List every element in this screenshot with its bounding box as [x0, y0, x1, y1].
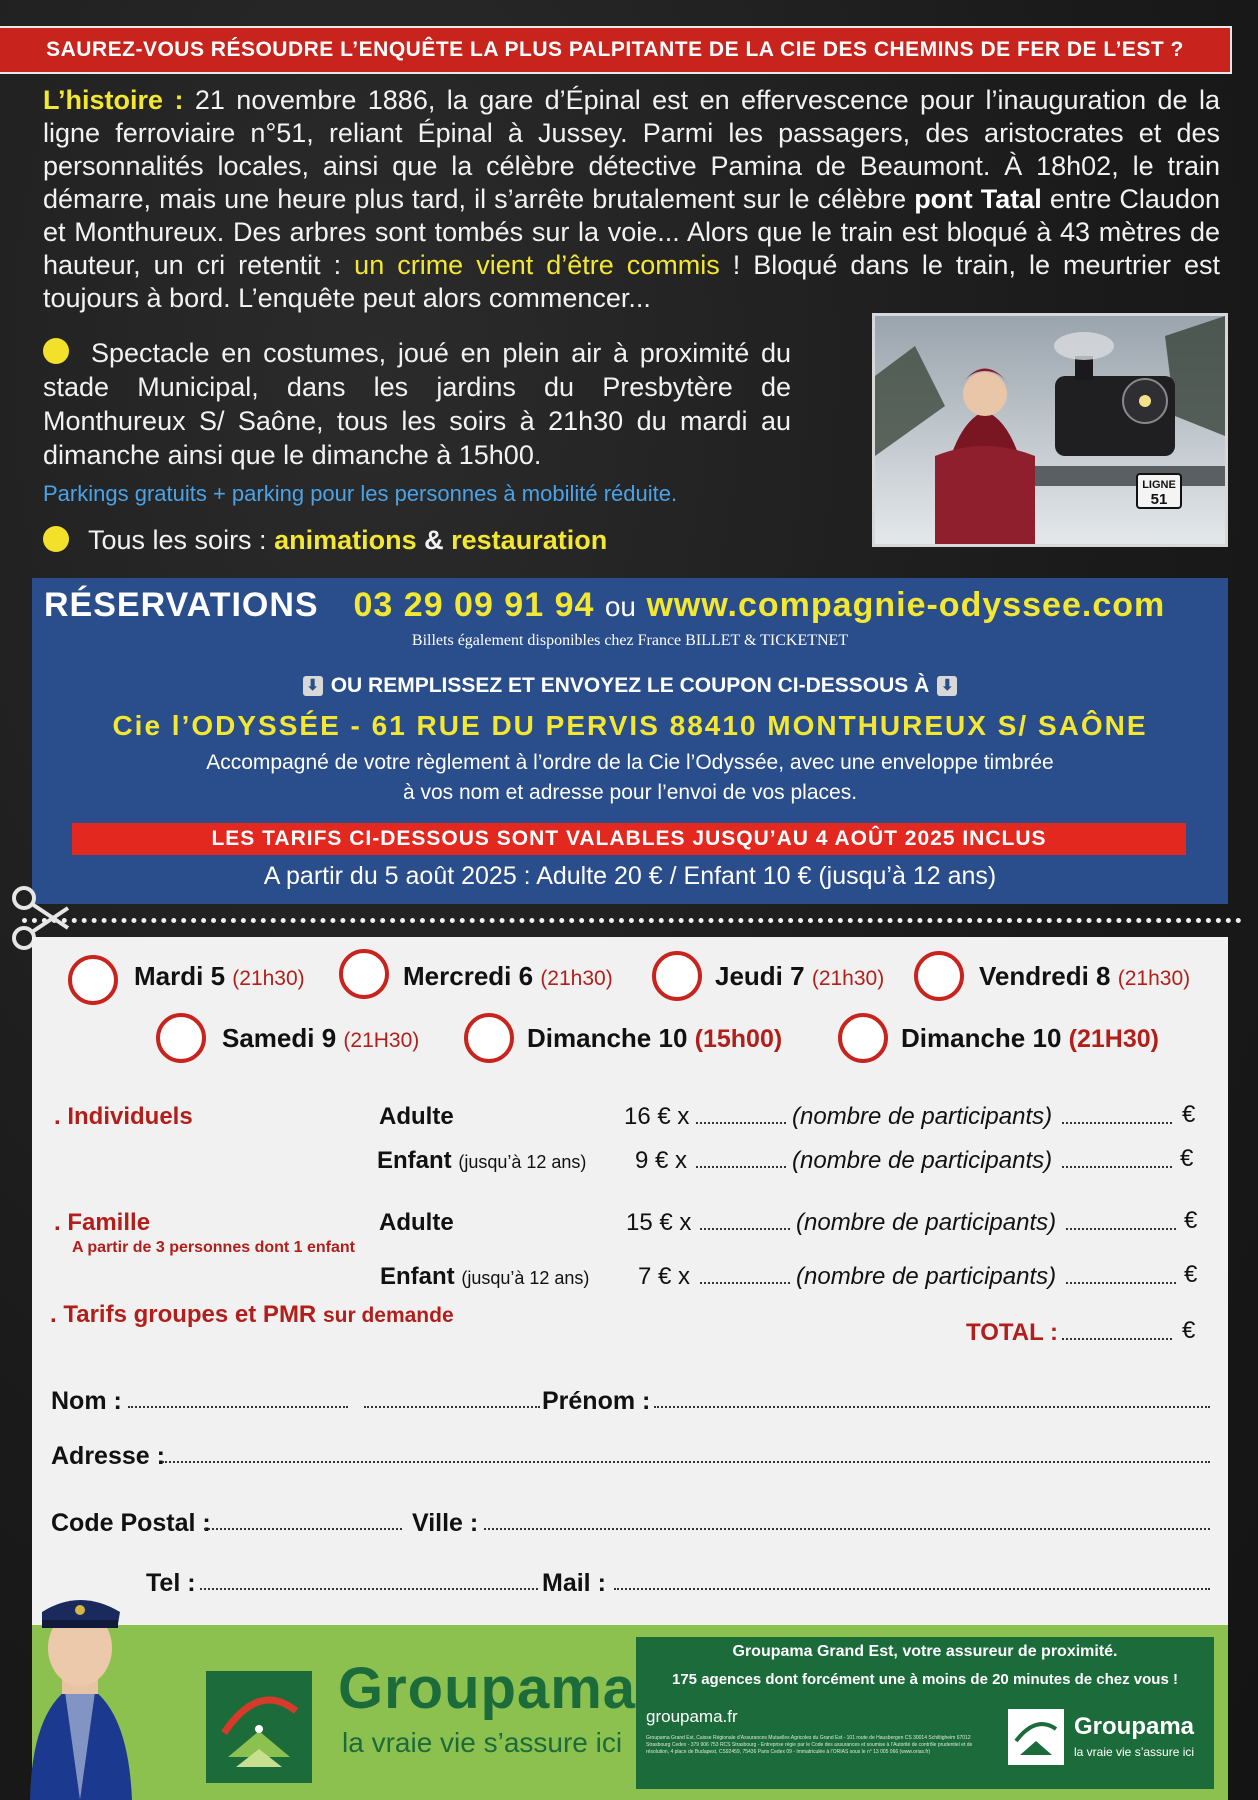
price-ind-enfant: 9 € x — [635, 1147, 688, 1174]
arrow-down-icon: ⬇ — [937, 676, 957, 696]
soirs-animations: animations — [274, 525, 417, 555]
groupama-small-logo-icon — [1008, 1709, 1064, 1765]
day-label-mardi-5: Mardi 5 (21h30) — [134, 961, 305, 991]
coupon-line — [32, 674, 1228, 698]
famille-note: A partir de 3 personnes dont 1 enfant — [72, 1239, 356, 1256]
train-scene-illustration — [875, 316, 1225, 544]
groupama-website-link[interactable]: groupama.fr — [646, 1707, 738, 1726]
label-ville: Ville : — [412, 1509, 479, 1537]
arrow-down-icon: ⬇ — [303, 676, 323, 696]
adresse-field[interactable] — [162, 1442, 1210, 1470]
day-checkbox-mardi-5[interactable] — [68, 955, 118, 1005]
amount-fam-adulte[interactable] — [1066, 1209, 1176, 1237]
header-banner: SAUREZ-VOUS RÉSOUDRE L’ENQUÊTE LA PLUS PALPITANTE DE LA CIE DES CHEMINS DE FER DE L’EST ? — [0, 26, 1232, 74]
label-famille: . Famille — [54, 1209, 151, 1236]
euro-sign: € — [1182, 1317, 1196, 1344]
day-checkbox-dimanche-10-1500[interactable] — [464, 1013, 514, 1063]
day-label-jeudi-7: Jeudi 7 (21h30) — [715, 961, 885, 991]
sign-line-1: LIGNE — [1142, 479, 1176, 491]
reservations-phone[interactable]: 03 29 09 91 94 — [353, 586, 595, 624]
amount-fam-enfant[interactable] — [1066, 1263, 1176, 1291]
late-prices: A partir du 5 août 2025 : Adulte 20 € / Enfant 10 € (jusqu’à 12 ans) — [263, 862, 997, 890]
day-label-samedi-9: Samedi 9 (21H30) — [222, 1023, 420, 1053]
story-highlight: un crime vient d’être commis — [354, 250, 720, 280]
mailing-address: Cie l’ODYSSÉE - 61 RUE DU PERVIS 88410 MONTHUREUX S/ SAÔNE — [112, 710, 1148, 741]
costumed-boy-illustration — [10, 1552, 150, 1800]
price-fam-enfant: 7 € x — [638, 1263, 691, 1290]
story-text-2: entre Claudon et Monthureux. Des arbres sont tombés sur la voie... Alors que le train est bloqué à 43 mètres de hauteur, un cri retentit : — [43, 184, 1221, 280]
day-checkbox-jeudi-7[interactable] — [652, 951, 702, 1001]
coupon-text: OU REMPLISSEZ ET ENVOYEZ LE COUPON CI-DESSOUS À — [330, 674, 930, 697]
panel-groupama-slogan: la vraie vie s’assure ici — [1074, 1745, 1195, 1759]
qty-ind-enfant[interactable] — [696, 1147, 786, 1175]
story-text-1: 21 novembre 1886, la gare d’Épinal est en effervescence pour l’inauguration de la ligne ferroviaire n°51, reliant Épinal à Jussey. Parmi les passagers, des aristocrates et des personnalités locales, ainsi que la célèbre détective Pamina de Beaumont. À 18h02, le train démarre, mais une heure plus tard, il s’arrête brutalement sur le célèbre — [43, 85, 1220, 214]
panel-groupama-name: Groupama — [1074, 1713, 1195, 1740]
story-paragraph — [43, 84, 1220, 315]
code-postal-field[interactable] — [204, 1509, 402, 1537]
mail-field[interactable] — [614, 1569, 1210, 1597]
payment-line-2: à vos nom et adresse pour l’envoi de vos places. — [402, 781, 858, 804]
sponsor-footer — [32, 1625, 1228, 1800]
qty-fam-enfant[interactable] — [700, 1263, 790, 1291]
label-nom: Nom : — [51, 1387, 122, 1415]
day-label-dimanche-10-2130: Dimanche 10 (21H30) — [901, 1023, 1159, 1053]
label-enfant: Enfant (jusqu’à 12 ans) — [380, 1263, 590, 1290]
payment-instructions — [32, 748, 1228, 808]
ville-field[interactable] — [484, 1509, 1210, 1537]
legal-notice: Groupama Grand Est, Caisse Régionale d’Assurances Mutuelles Agricoles du Grand Est - 101 route de Hausbergen CS 30014 Schiltigheim 67012 Strasbourg Cedex - 379 906 753 RCS Strasbourg - Entreprise régie par le Code des assurances et soumise à l’Autorité de contrôle prudentiel et de résolution, 4 place de Budapest, CS92459, 75436 Paris Cedex 09 - Immatriculée à l’ORIAS sous le n° 13 005 066 (www.orias.fr) — [646, 1735, 973, 1755]
label-total: TOTAL : — [966, 1319, 1058, 1346]
participants-label: (nombre de participants) — [792, 1147, 1053, 1174]
reservations-label: RÉSERVATIONS — [44, 586, 319, 624]
spectacle-info — [43, 336, 791, 472]
label-adulte: Adulte — [379, 1209, 454, 1236]
label-adulte: Adulte — [379, 1103, 454, 1130]
groupama-name: Groupama — [338, 1656, 637, 1721]
day-label-dimanche-10-1500: Dimanche 10 (15h00) — [527, 1023, 783, 1053]
tarifs-validity-bar: LES TARIFS CI-DESSOUS SONT VALABLES JUSQU’AU 4 AOÛT 2025 INCLUS — [72, 823, 1186, 855]
show-photo — [872, 313, 1228, 547]
label-groupes: . Tarifs groupes et PMR sur demande — [50, 1301, 454, 1328]
day-checkbox-vendredi-8[interactable] — [914, 951, 964, 1001]
cut-line — [22, 918, 1242, 923]
day-label-vendredi-8: Vendredi 8 (21h30) — [979, 961, 1191, 991]
groupama-slogan: la vraie vie s’assure ici — [342, 1727, 623, 1758]
day-checkbox-samedi-9[interactable] — [156, 1013, 206, 1063]
participants-label: (nombre de participants) — [792, 1103, 1053, 1130]
label-enfant: Enfant (jusqu’à 12 ans) — [377, 1147, 587, 1174]
day-label-mercredi-6: Mercredi 6 (21h30) — [403, 961, 613, 991]
euro-sign: € — [1180, 1145, 1194, 1172]
day-checkbox-dimanche-10-2130[interactable] — [838, 1013, 888, 1063]
panel-subtitle: 175 agences dont forcément une à moins de 20 minutes de chez vous ! — [672, 1671, 1178, 1688]
price-fam-adulte: 15 € x — [626, 1209, 692, 1236]
qty-ind-adulte[interactable] — [696, 1103, 786, 1131]
euro-sign: € — [1184, 1207, 1198, 1234]
euro-sign: € — [1182, 1101, 1196, 1128]
price-ind-adulte: 16 € x — [624, 1103, 690, 1130]
participants-label: (nombre de participants) — [796, 1209, 1057, 1236]
label-prenom: Prénom : — [542, 1387, 651, 1415]
spectacle-text: Spectacle en costumes, joué en plein air à proximité du stade Municipal, dans les jardins du Presbytère de Monthureux S/ Saône, tous les soirs à 21h30 du mardi au dimanche ainsi que le dimanche à 15h00. — [43, 338, 791, 470]
participants-label: (nombre de participants) — [796, 1263, 1057, 1290]
soirs-info — [88, 525, 607, 556]
reservations-panel — [32, 578, 1228, 904]
groupama-info-panel — [636, 1637, 1214, 1789]
label-tel: Tel : — [146, 1569, 196, 1597]
euro-sign: € — [1184, 1261, 1198, 1288]
soirs-prefix: Tous les soirs : — [88, 525, 267, 555]
day-checkbox-mercredi-6[interactable] — [339, 949, 389, 999]
sign-line-2: 51 — [1150, 491, 1168, 508]
prenom-field[interactable] — [654, 1387, 1210, 1415]
reservations-ou: ou — [604, 591, 637, 622]
story-bridge: pont Tatal — [914, 184, 1042, 214]
amount-ind-adulte[interactable] — [1062, 1103, 1172, 1131]
soirs-amp: & — [424, 525, 444, 555]
label-adresse: Adresse : — [51, 1442, 165, 1470]
total-amount-field[interactable] — [1062, 1319, 1172, 1347]
payment-line-1: Accompagné de votre règlement à l’ordre de la Cie l’Odyssée, avec une enveloppe timbrée — [206, 751, 1054, 774]
yellow-bullet-icon — [43, 526, 69, 552]
tel-field[interactable] — [200, 1569, 538, 1597]
qty-fam-adulte[interactable] — [700, 1209, 790, 1237]
nom-field[interactable] — [128, 1387, 540, 1415]
order-coupon-form — [32, 937, 1228, 1625]
reservations-website-link[interactable]: www.compagnie-odyssee.com — [646, 586, 1166, 624]
label-code-postal: Code Postal : — [51, 1509, 211, 1537]
amount-ind-enfant[interactable] — [1062, 1147, 1172, 1175]
story-text-3: ! Bloqué dans le train, le meurtrier est toujours à bord. L’enquête peut alors commencer... — [43, 250, 1220, 313]
billets-info: Billets également disponibles chez France BILLET & TICKETNET — [411, 632, 849, 649]
label-individuels: . Individuels — [54, 1103, 193, 1130]
panel-title: Groupama Grand Est, votre assureur de proximité. — [732, 1643, 1118, 1660]
reservations-title — [44, 586, 1165, 625]
parking-info: Parkings gratuits + parking pour les personnes à mobilité réduite. — [43, 481, 678, 506]
story-lead: L’histoire : — [43, 85, 184, 115]
soirs-restauration: restauration — [451, 525, 608, 555]
label-mail: Mail : — [542, 1569, 606, 1597]
groupama-logo-icon — [206, 1671, 312, 1783]
